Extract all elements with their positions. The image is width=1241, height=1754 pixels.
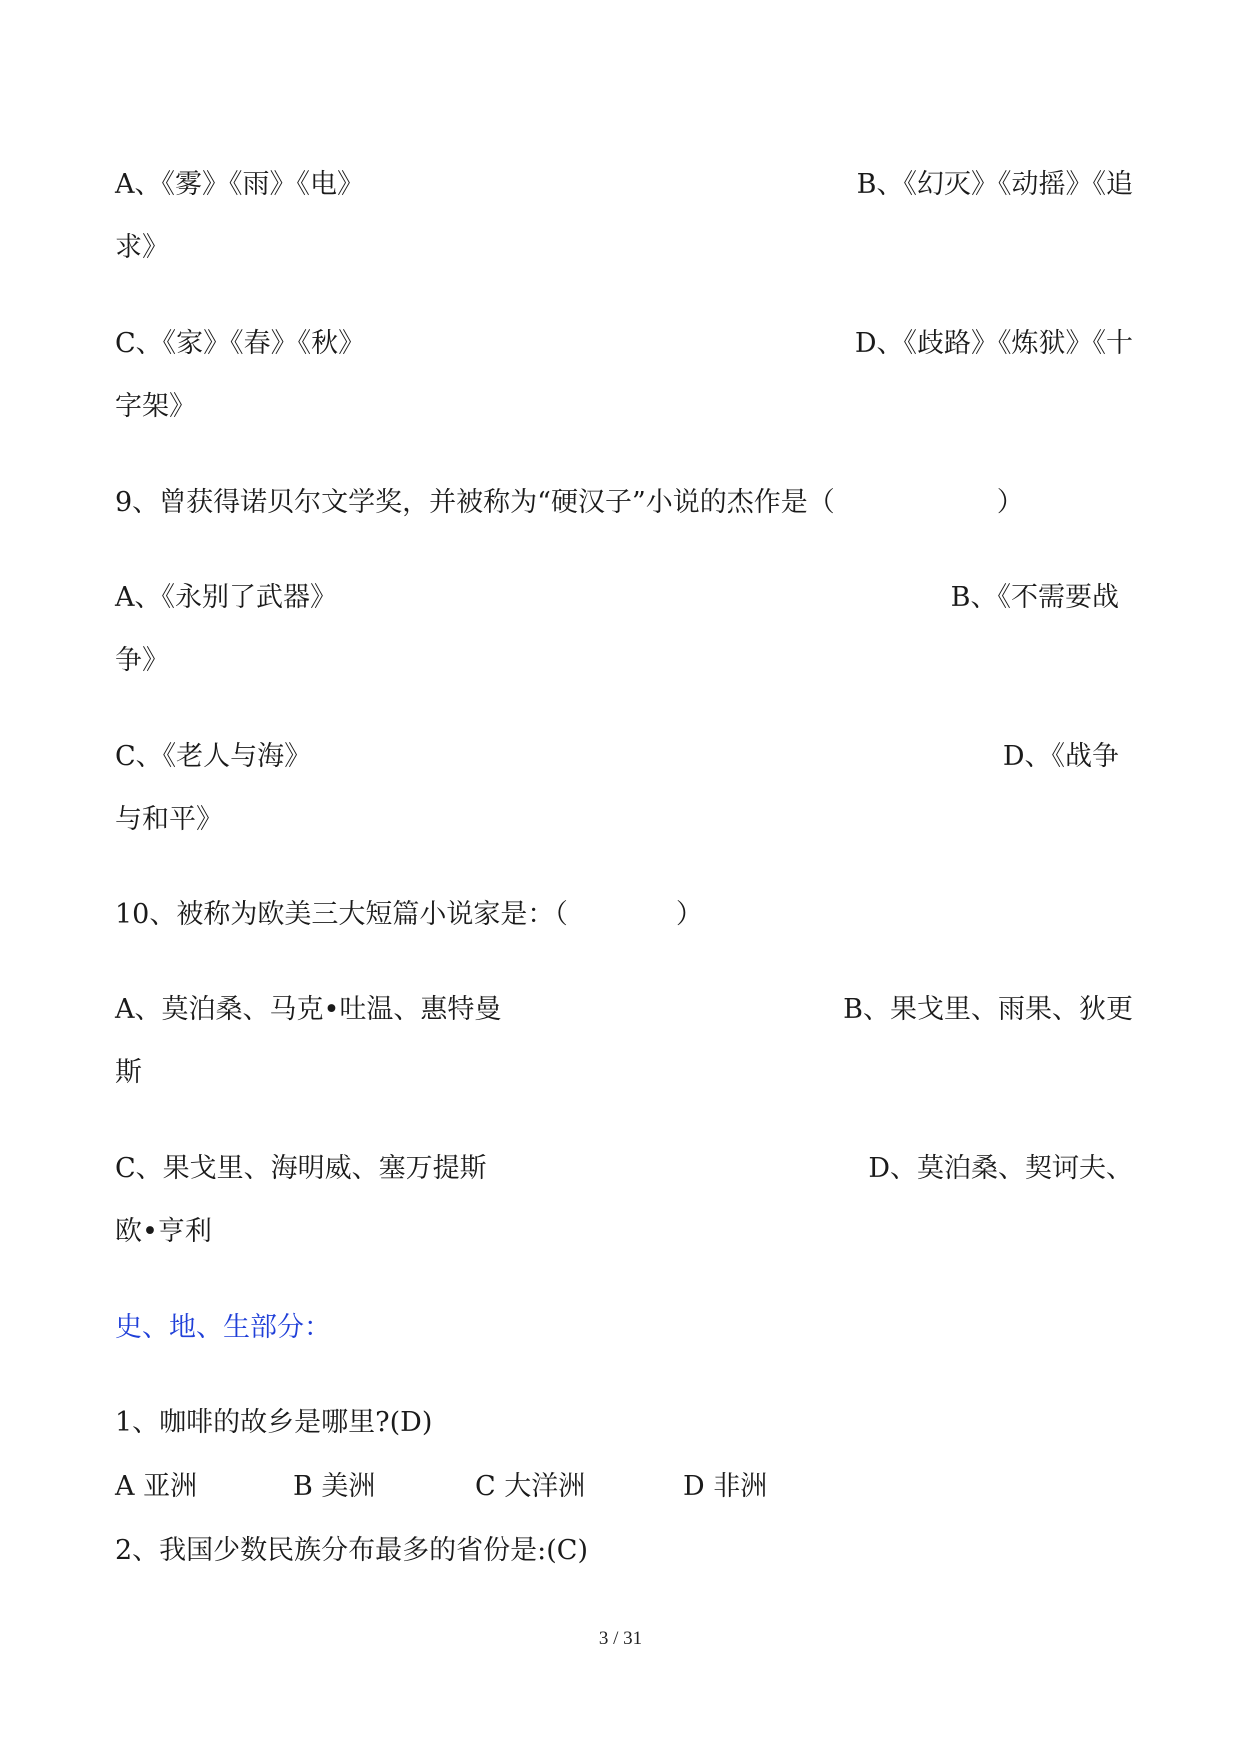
q9-option-b-continued: 争》 (115, 645, 169, 676)
q10-question: 10、被称为欧美三大短篇小说家是：（ ） (115, 899, 703, 930)
q9-option-b: B、《不需要战 (950, 582, 1119, 613)
q10-option-d-continued: 欧•亨利 (115, 1216, 212, 1247)
q8-option-a: A、《雾》《雨》《电》 (115, 169, 364, 200)
s2-question: 2、我国少数民族分布最多的省份是:(C) (115, 1535, 589, 1566)
q8-option-row-2 (115, 327, 1133, 361)
q8-option-b: B、《幻灭》《动摇》《追 (856, 169, 1133, 200)
q10-option-d: D、莫泊桑、契诃夫、 (868, 1153, 1133, 1184)
q10-option-c: C、果戈里、海明威、塞万提斯 (115, 1153, 487, 1184)
q10-option-a: A、莫泊桑、马克•吐温、惠特曼 (115, 994, 502, 1025)
q8-option-d-continued: 字架》 (115, 391, 196, 422)
page-number: 3 / 31 (598, 1628, 643, 1649)
s1-option-c: C 大洋洲 (475, 1471, 586, 1502)
q9-option-a: A、《永别了武器》 (115, 582, 337, 613)
q10-option-row-1 (115, 993, 1133, 1027)
q10-option-b-continued: 斯 (115, 1057, 142, 1088)
s1-option-d: D 非洲 (683, 1471, 768, 1502)
s1-option-a: A 亚洲 (115, 1471, 198, 1502)
q8-option-d: D、《歧路》《炼狱》《十 (854, 328, 1133, 359)
q10-option-row-2 (115, 1152, 1133, 1186)
q10-option-b: B、果戈里、雨果、狄更 (843, 994, 1133, 1025)
q8-option-b-continued: 求》 (115, 232, 169, 263)
q9-option-row-1 (115, 581, 1133, 615)
q8-option-c: C、《家》《春》《秋》 (115, 328, 366, 359)
section-heading: 史、地、生部分： (115, 1312, 331, 1343)
q9-question: 9、曾获得诺贝尔文学奖，并被称为“硬汉子”小说的杰作是（ ） (115, 487, 1024, 518)
q8-option-row-1 (115, 168, 1133, 202)
q9-option-row-2 (115, 740, 1133, 774)
s1-option-b: B 美洲 (293, 1471, 376, 1502)
s1-question: 1、咖啡的故乡是哪里?(D) (115, 1407, 433, 1438)
q9-option-d: D、《战争 (1002, 741, 1119, 772)
q9-option-c: C、《老人与海》 (115, 741, 312, 772)
q9-option-d-continued: 与和平》 (115, 804, 223, 835)
